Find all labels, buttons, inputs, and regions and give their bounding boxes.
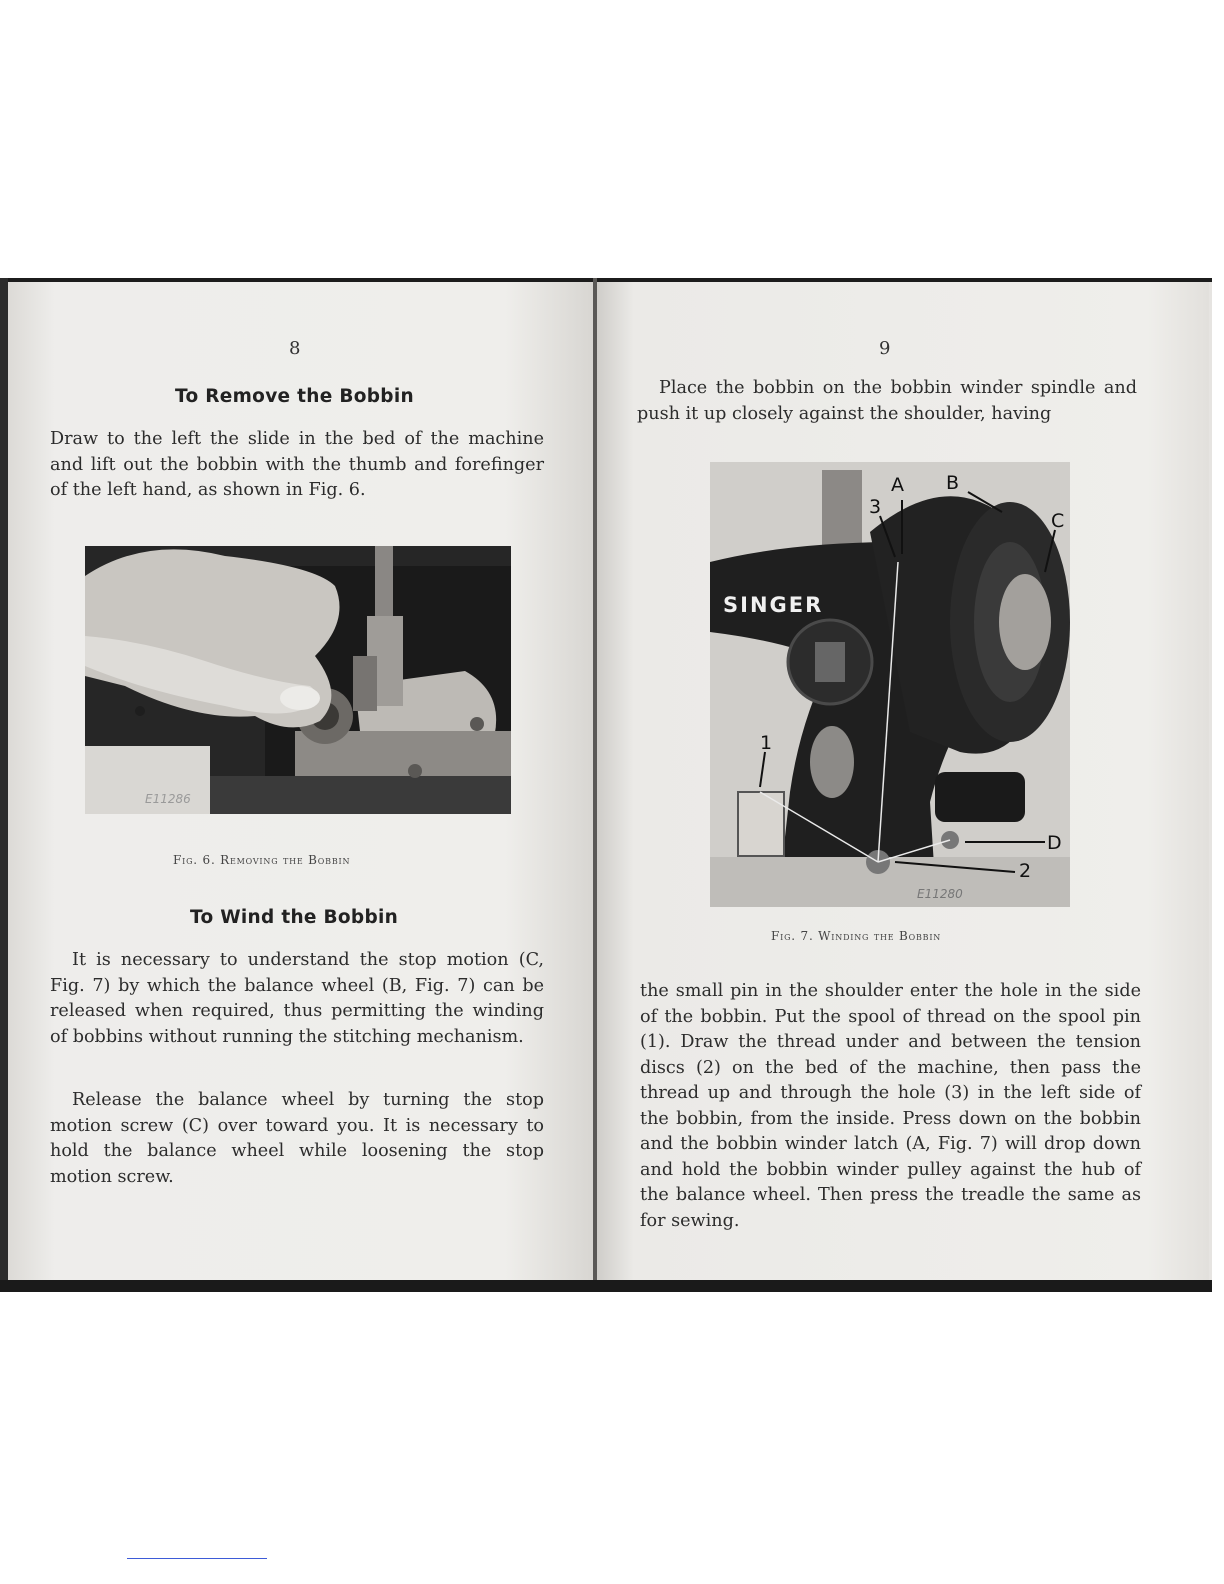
paragraph-place-bobbin: Place the bobbin on the bobbin winder spindle and push it up closely against the shoulder, having [637,378,1137,424]
fig6-code: E11286 [145,792,191,806]
fig7-label-c: C [1051,510,1065,532]
paragraph-wind-instructions: the small pin in the shoulder enter the hole in the side of the bobbin. Put the spool of thread on the spool pin (1). Draw the thread under and between the tension discs (2) on the bed of the machine, then pass the thread up and through the hole (3) in the left side of the bobbin, from the inside. Press down on the bobbin and the bobbin winder latch (A, Fig. 7) will drop down and hold the bobbin winder pulley against the hub of the balance wheel. Then press the treadle the same as for sewing. [640,981,1141,1231]
fig7-code: E11280 [917,887,963,901]
paragraph-release-wheel: Release the balance wheel by turning the stop motion screw (C) over toward you. It is necessary to hold the balance wheel while loosening the stop motion screw. [50,1090,544,1187]
fig7-label-3: 3 [869,496,882,518]
page-number-right: 9 [879,338,891,359]
fig7-illustration [710,462,1070,907]
heading-wind-bobbin: To Wind the Bobbin [190,907,399,928]
fig7-photo [710,462,1070,907]
fig7-label-b: B [946,472,960,494]
stray-underline [127,1558,267,1559]
fig7-label-1: 1 [760,732,773,754]
fig6-photo [85,546,511,814]
paragraph-remove-bobbin: Draw to the left the slide in the bed of the machine and lift out the bobbin with the thumb and forefinger of the left hand, as shown in Fig. 6. [50,429,544,500]
fig7-brand: SINGER [723,593,824,617]
fig7-label-d: D [1047,832,1062,854]
fig6-caption: Fig. 6. Removing the Bobbin [173,853,351,867]
page-number-left: 8 [289,338,301,359]
spread-left-edge [0,278,8,1292]
fig7-label-a: A [891,474,904,496]
spread-bottom-edge [0,1280,1212,1292]
heading-remove-bobbin: To Remove the Bobbin [175,386,414,407]
fig6-illustration [85,546,511,814]
fig7-caption: Fig. 7. Winding the Bobbin [771,929,942,943]
paragraph-stop-motion: It is necessary to understand the stop motion (C, Fig. 7) by which the balance wheel (B, Fig. 7) can be released when required, thus permitting the winding of bobbins without running the stitching mechanism. [50,950,544,1047]
fig7-label-2: 2 [1019,860,1032,882]
